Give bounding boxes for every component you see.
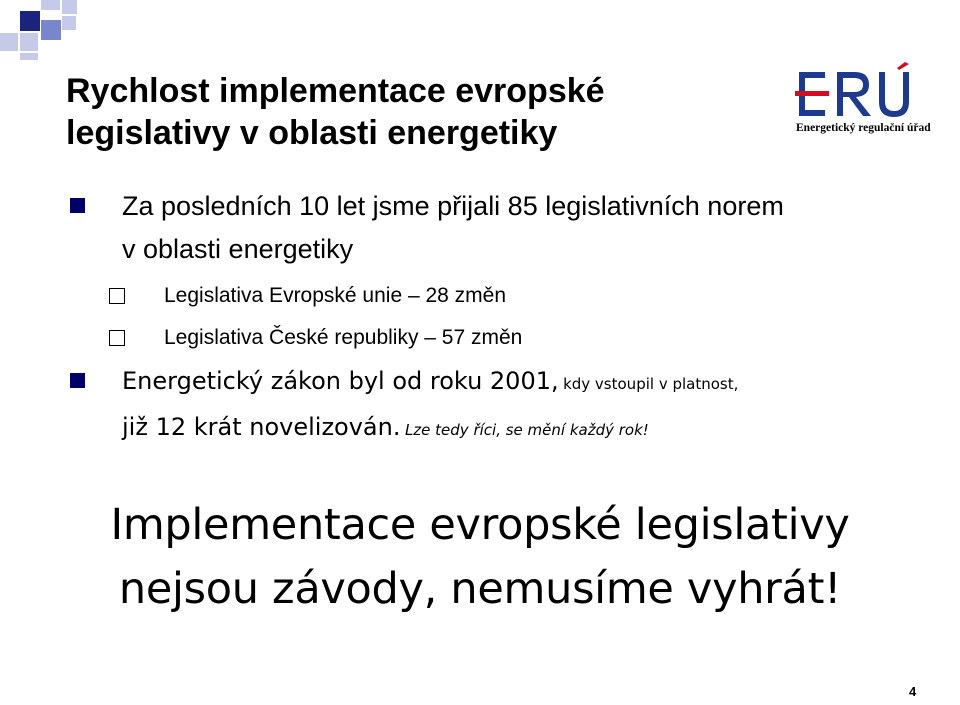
deco-square: [41, 20, 61, 40]
deco-square: [20, 33, 38, 51]
hollow-square-icon: [109, 330, 125, 346]
deco-square: [62, 16, 76, 30]
conclusion-line-2: nejsou závody, nemusíme vyhrát!: [118, 564, 842, 614]
deco-square: [20, 53, 38, 60]
deco-square: [0, 33, 18, 51]
eru-logo-mark: [793, 62, 933, 122]
deco-square: [62, 0, 77, 14]
deco-square: [41, 0, 60, 10]
title-line-1: Rychlost implementace evropské: [66, 72, 605, 110]
bullet-square-icon: [70, 198, 85, 213]
logo-caption: Energetický regulační úřad: [796, 122, 931, 134]
bullet-2-line-2: [122, 413, 649, 441]
page-title: [66, 70, 605, 154]
bullet-2-line-1: [122, 367, 738, 395]
sub-bullet-1: Legislativa Evropské unie – 28 změn: [164, 284, 507, 307]
sub-bullet-2: Legislativa České republiky – 57 změn: [164, 326, 523, 349]
deco-square: [20, 11, 40, 31]
title-line-2: legislativy v oblasti energetiky: [66, 114, 558, 152]
bullet-2-line-1-main: Energetický zákon byl od roku 2001,: [122, 367, 559, 395]
bullet-1-line-2: v oblasti energetiky: [122, 234, 354, 264]
bullet-1-line-1: Za posledních 10 let jsme přijali 85 legislativních norem: [122, 191, 784, 221]
bullet-square-icon: [70, 373, 85, 388]
bullet-2-line-2-main: již 12 krát novelizován.: [122, 413, 401, 441]
page-number: 4: [909, 684, 917, 699]
bullet-2-line-2-small: Lze tedy říci, se mění každý rok!: [404, 421, 649, 439]
conclusion-line-1: Implementace evropské legislativy: [110, 500, 850, 550]
bullet-2-line-1-small: kdy vstoupil v platnost,: [563, 375, 739, 393]
hollow-square-icon: [109, 288, 125, 304]
